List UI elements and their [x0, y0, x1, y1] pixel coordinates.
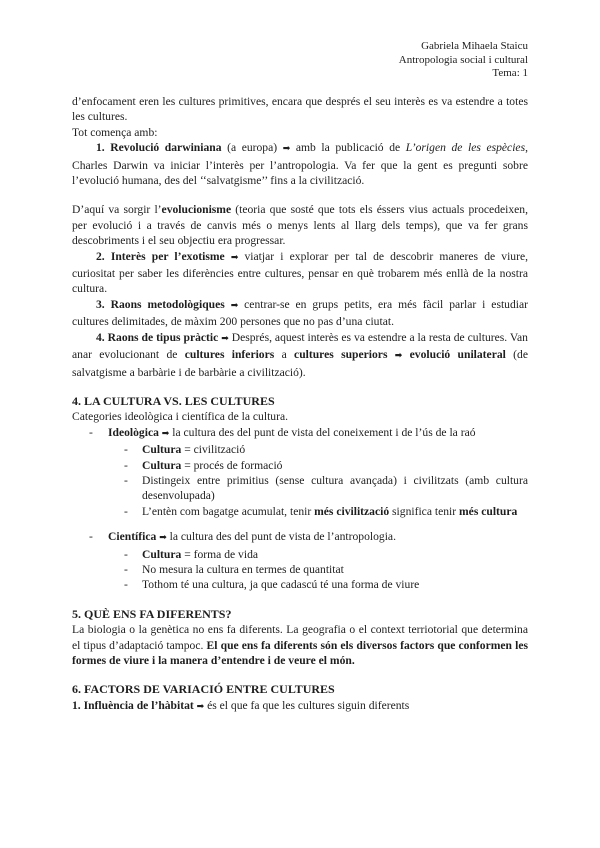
list-item: - Cultura = civilització — [124, 443, 246, 457]
document-body — [72, 94, 528, 715]
section-4-heading: 4. LA CULTURA VS. LES CULTURES — [72, 393, 275, 408]
cientifica-label: Científica — [108, 530, 157, 544]
ideologica-label: Ideològica — [108, 425, 159, 439]
list-item: - Ideològica ➡ la cultura des del punt de vista del coneixement i de l’ús de la raó — [89, 425, 476, 439]
header-author: Gabriela Mihaela Staicu — [421, 40, 528, 52]
reason-1-text-a: amb la publicació de — [290, 141, 406, 155]
reason-1-text-b: , Charles Darwin va iniciar l’interès per l’antropologia. Va fer que la gent es pregunti sobre l’evolució humana, des del ‘‘salvatgisme’’ fins a la civilització. — [72, 141, 528, 188]
evolucionisme-paragraph: D’aquí va sorgir l’evolucionisme (teoria que sosté que tots els éssers vius actuals procedeixen, per evolució i a través de canvis més o menys lents al llarg dels temps), que va fer grans descobriments i el seu objectiu era progressar. — [72, 203, 528, 248]
arrow-icon: ➡ — [196, 701, 205, 712]
header-subject: Antropologia social i cultural — [398, 53, 528, 66]
list-item: - L’entèn com bagatge acumulat, tenir més civilització significa tenir més cultura — [124, 504, 518, 518]
arrow-icon: ➡ — [230, 252, 239, 263]
arrow-icon: ➡ — [221, 333, 229, 344]
arrow-icon: ➡ — [394, 351, 403, 362]
reason-4-title: 4. Raons de tipus pràctic — [96, 330, 219, 344]
reason-1-region: (a europa) — [221, 141, 283, 155]
section-4-intro: Categories ideològica i científica de la cultura. — [72, 410, 289, 424]
reason-3-title: 3. Raons metodològiques — [96, 297, 225, 311]
arrow-icon: ➡ — [161, 428, 170, 439]
section-5-heading: 5. QUÈ ENS FA DIFERENTS? — [72, 606, 232, 621]
list-item: - Tothom té una cultura, ja que cadascú té una forma de viure — [124, 578, 420, 592]
reason-3: 3. Raons metodològiques ➡ centrar-se en grups petits, era més fàcil parlar i estudiar cultures delimitades, de màxim 200 persones que no pas d’una ciutat. — [72, 297, 528, 329]
list-item: - No mesura la cultura en termes de quantitat — [124, 562, 344, 576]
list-item: - Cultura = procés de formació — [124, 458, 283, 472]
section-6-item: 1. Influència de l’hàbitat ➡ és el que fa que les cultures siguin diferents — [72, 698, 410, 712]
header-topic: Tema: 1 — [492, 67, 528, 80]
section-5-paragraph: La biologia o la genètica no ens fa diferents. La geografia o el context terriotorial que determina el tipus d’adaptació tampoc. El que ens fa diferents són els diversos factors que conformen les formes de viure i la manera d’entendre i de veure el món. — [72, 623, 528, 667]
category-list — [72, 425, 528, 519]
reason-4: 4. Raons de tipus pràctic ➡ Després, aquest interès es va estendre a la resta de cultures. Van anar evolucionant de cultures inferiors a cultures superiors ➡ evolució unilateral (de salvatgisme a barbàrie i de barbàrie a civilització). — [72, 330, 528, 379]
category-list — [72, 529, 528, 593]
page-header — [228, 40, 528, 81]
section-6-heading: 6. FACTORS DE VARIACIÓ ENTRE CULTURES — [72, 682, 335, 697]
arrow-icon: ➡ — [230, 300, 239, 311]
list-item: - Cultura = forma de vida — [124, 547, 259, 561]
intro-starts: Tot comença amb: — [72, 125, 158, 139]
reason-2: 2. Interès per l’exotisme ➡ viatjar i explorar per tal de descobrir maneres de viure, curiositat per saber les diferències entre cultures, pensar en què trobarem més enllà de la nostra cultura. — [72, 249, 529, 296]
reason-2-title: 2. Interès per l’exotisme — [96, 249, 225, 263]
list-item: - Distingeix entre primitius (sense cultura avançada) i civilitzats (amb cultura desenvolupada) — [124, 473, 528, 503]
arrow-icon: ➡ — [282, 144, 291, 155]
reason-1-title: 1. Revolució darwiniana — [96, 141, 222, 155]
list-item: - Científica ➡ la cultura des del punt de vista de l’antropologia. — [89, 530, 396, 544]
intro-continuation: d’enfocament eren les cultures primitives, encara que després el seu interès es va estendre a totes les cultures. — [72, 95, 528, 124]
reason-1-book: L’origen de les espècies — [405, 141, 526, 155]
evolucionisme-term: evolucionisme — [161, 203, 232, 217]
arrow-icon: ➡ — [159, 533, 167, 544]
reason-1 — [72, 140, 528, 188]
